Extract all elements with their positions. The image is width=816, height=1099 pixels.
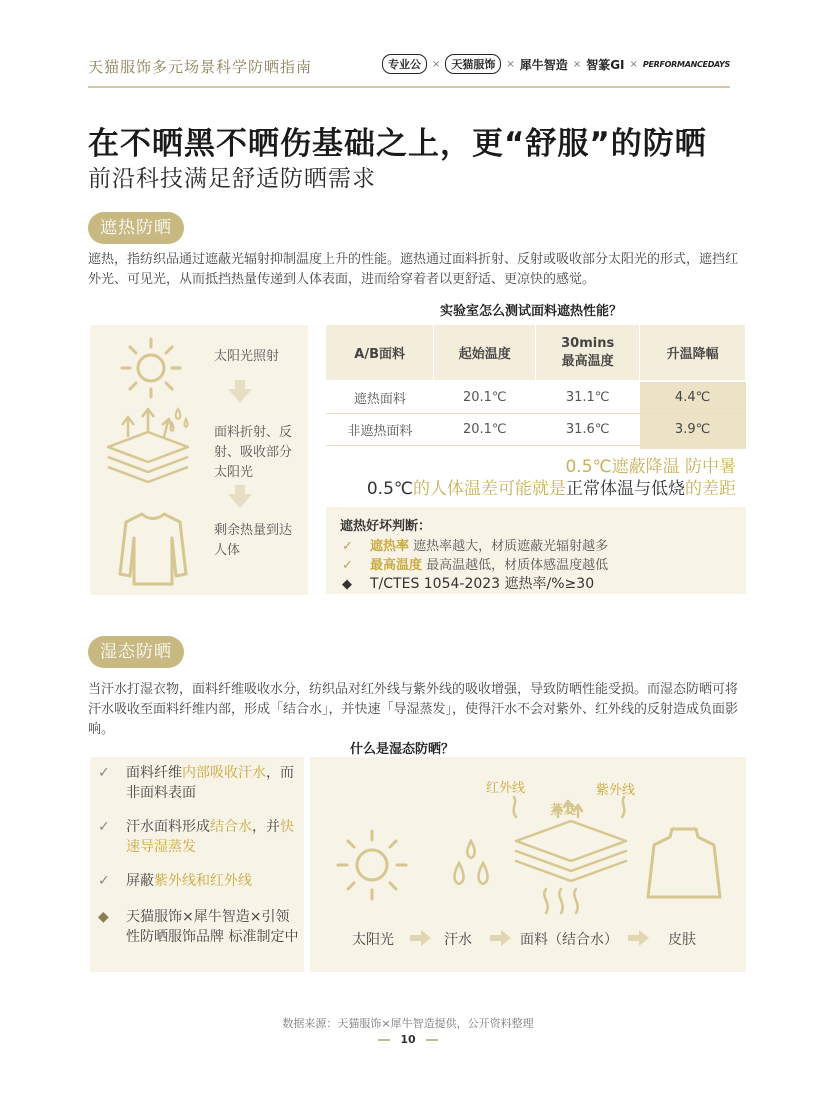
page-dash	[378, 1039, 390, 1041]
page-header	[88, 52, 730, 88]
label-ultraviolet: 紫外线	[596, 783, 636, 798]
judgement-row	[342, 535, 608, 554]
check-icon: ✓	[342, 539, 353, 554]
highlight-text: 0.5℃	[366, 479, 413, 499]
table-cell: 非遮热面料	[326, 413, 434, 445]
table-cell: 20.1℃	[434, 381, 536, 413]
table-header: 起始温度	[434, 325, 536, 381]
table-cell-highlight: 3.9℃	[640, 413, 746, 445]
judgement-box	[326, 507, 746, 594]
logo-separator: ×	[629, 58, 638, 70]
logo-gi: 智篆GI	[586, 57, 625, 72]
list-text: 屏蔽	[126, 873, 154, 889]
check-icon: ✓	[98, 873, 110, 889]
logo-1: 专业公	[382, 54, 427, 74]
diagram-step-fabric: 面料折射、反射、吸收部分太阳光	[214, 425, 293, 480]
judgement-text: 最高温越低，材质体感温度越低	[426, 558, 609, 573]
judgement-keyword: 遮热率	[370, 539, 410, 554]
page-subtitle: 前沿科技满足舒适防晒需求	[88, 166, 376, 192]
table-cell-highlight: 4.4℃	[640, 381, 746, 413]
highlight-line-2	[367, 474, 736, 499]
diamond-icon: ◆	[342, 577, 352, 592]
label-infrared: 红外线	[486, 781, 526, 796]
page-dash	[426, 1039, 438, 1041]
standard-text: T/CTES 1054-2023 遮热率/%≥30	[370, 576, 595, 592]
process-label-fabric: 面料（结合水）	[520, 932, 618, 948]
heat-shield-diagram	[90, 325, 308, 595]
table-header: A/B面料	[326, 325, 434, 381]
section2-paragraph: 当汗水打湿衣物，面料纤维吸收水分，纺织品对红外线与紫外线的吸收增强，导致防晒性能受损。而湿态防晒可将汗水吸收至面料纤维内部，形成「结合水」，并快速「导湿蒸发」，使得汗水不会对紫外、红外线的反射造成负面影响。	[88, 682, 739, 737]
partner-logos	[382, 54, 730, 74]
check-icon: ✓	[342, 558, 353, 573]
list-text: 紫外线和红外线	[154, 873, 252, 889]
judgement-text: 遮热率越大，材质遮蔽光辐射越多	[413, 539, 609, 554]
wet-feature-list	[90, 757, 304, 972]
fabric-evaporation-icon	[506, 793, 636, 923]
arrow-right-icon	[421, 930, 431, 946]
table-cell: 31.6℃	[536, 413, 640, 445]
list-text: 面料纤维	[126, 765, 182, 781]
sun-icon	[332, 825, 412, 905]
table-cell: 遮热面料	[326, 381, 434, 413]
highlight-line-1: 0.5℃遮蔽降温 防中暑	[565, 457, 736, 477]
arrow-right-icon	[639, 930, 649, 946]
arrow-down-icon	[228, 389, 252, 403]
label-evaporation: 蒸发	[550, 803, 577, 818]
section1-paragraph: 遮热，指纺织品通过遮蔽光辐射抑制温度上升的性能。遮热通过面料折射、反射或吸收部分太阳光的形式，遮挡红外光、可见光，从而抵挡热量传递到人体表面，进而给穿着者以更舒适、更凉快的感觉。	[88, 252, 739, 287]
table-cell: 20.1℃	[434, 413, 536, 445]
page-title: 在不晒黑不晒伤基础之上，更“舒服”的防晒	[88, 126, 707, 162]
header-title: 天猫服饰多元场景科学防晒指南	[88, 58, 313, 76]
wet-caption: 什么是湿态防晒？	[350, 742, 455, 757]
judgement-row	[342, 573, 594, 593]
list-text: 快速导湿蒸发	[126, 819, 294, 855]
table-row	[326, 413, 746, 445]
section-pill-heat-shield: 遮热防晒	[88, 212, 184, 244]
table-row	[326, 381, 746, 413]
process-label-sun: 太阳光	[352, 932, 394, 948]
table-header: 30mins 最高温度	[536, 325, 640, 381]
highlight-text: 的人体温差可能就是	[413, 479, 566, 499]
water-drops-icon	[446, 837, 496, 897]
heat-test-table	[326, 325, 746, 445]
judgement-keyword: 最高温度	[370, 558, 423, 573]
fabric-layers-icon	[98, 397, 198, 487]
check-icon: ✓	[98, 765, 110, 781]
diamond-icon: ◆	[98, 909, 109, 925]
highlight-connector	[640, 443, 746, 449]
list-text: ，而非面料表面	[126, 765, 294, 801]
arrow-right-icon	[501, 930, 511, 946]
judgement-title: 遮热好坏判断：	[340, 519, 432, 534]
diagram-step-sunlight: 太阳光照射	[214, 349, 280, 364]
highlight-text: 正常体温与低烧	[566, 479, 685, 499]
table-header: 升温降幅	[640, 325, 746, 381]
process-label-sweat: 汗水	[444, 932, 472, 948]
highlight-text: 的差距	[685, 479, 736, 499]
list-text: 内部吸收汗水	[182, 765, 266, 781]
wet-process-diagram	[310, 757, 746, 972]
logo-separator: ×	[572, 58, 582, 70]
process-label-skin: 皮肤	[668, 932, 696, 948]
torso-skin-icon	[644, 823, 724, 905]
list-text: 天猫服饰×犀牛智造×引领性防晒服饰品牌 标准制定中	[126, 909, 299, 945]
list-text: ，并	[252, 819, 280, 835]
page-number	[0, 1033, 816, 1046]
logo-separator: ×	[432, 58, 441, 70]
logo-rhino: 犀牛智造	[519, 57, 568, 72]
sun-icon	[116, 333, 186, 403]
logo-tmall-fashion: 天猫服饰	[445, 54, 501, 74]
list-text: 汗水面料形成	[126, 819, 210, 835]
logo-performancedays: PERFORMANCEDAYS	[642, 59, 730, 69]
judgement-row	[342, 554, 608, 573]
diagram-step-body: 剩余热量到达人体	[214, 523, 293, 558]
shirt-icon	[118, 510, 188, 588]
page-number-text: 10	[400, 1033, 416, 1046]
check-icon: ✓	[98, 819, 110, 835]
table-cell: 31.1℃	[536, 381, 640, 413]
logo-separator: ×	[506, 58, 515, 70]
table-caption: 实验室怎么测试面料遮热性能？	[440, 304, 623, 319]
arrow-down-icon	[228, 494, 252, 508]
data-source: 数据来源：天猫服饰×犀牛智造提供，公开资料整理	[282, 1017, 534, 1030]
section-pill-wet-protection: 湿态防晒	[88, 636, 184, 668]
list-text: 结合水	[210, 819, 252, 835]
